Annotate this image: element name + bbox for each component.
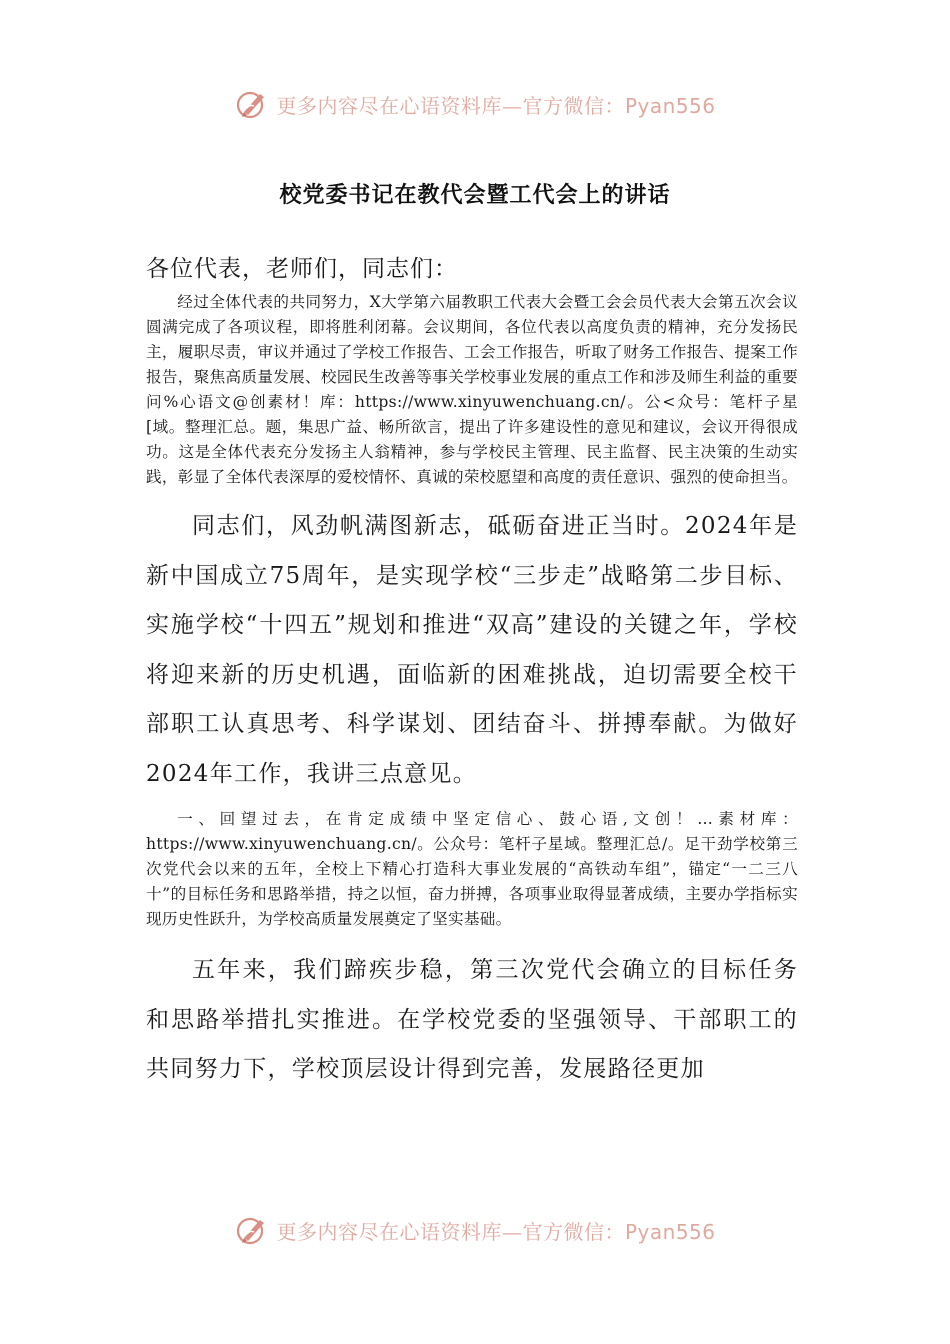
watermark-text: 更多内容尽在心语资料库—官方微信：Pyan556: [276, 1219, 716, 1244]
watermark-footer: [0, 1210, 950, 1250]
document-body: [146, 252, 798, 1095]
document-title: 校党委书记在教代会暨工代会上的讲话: [279, 183, 671, 208]
watermark-text: 更多内容尽在心语资料库—官方微信：Pyan556: [276, 93, 716, 118]
paragraph-3: 一、回望过去，在肯定成绩中坚定信心、鼓心语,文创！…素材库：https://www.xinyuwenchuang.cn/。公众号：笔杆子星域。整理汇总/。足干劲学校第三次党代会以来的五年，全校上下精心打造科大事业发展的“高铁动车组”，锚定“一二三八十”的目标任务和思路举措，持之以恒，奋力拼搏，各项事业取得显著成绩，主要办学指标实现历史性跃升，为学校高质量发展奠定了坚实基础。: [146, 810, 798, 928]
paragraph-1: 经过全体代表的共同努力，X大学第六届教职工代表大会暨工会会员代表大会第五次会议圆满完成了各项议程，即将胜利闭幕。会议期间，各位代表以高度负责的精神，充分发扬民主，履职尽责，审议并通过了学校工作报告、工会工作报告，听取了财务工作报告、提案工作报告，聚焦高质量发展、校园民生改善等事关学校事业发展的重点工作和涉及师生利益的重要问%心语文@创素材！库：https://www.xinyuwenchuang.cn/。公<众号：笔杆子星[域。整理汇总。题，集思广益、畅所欲言，提出了许多建设性的意见和建议，会议开得很成功。这是全体代表充分发扬主人翁精神，参与学校民主管理、民主监督、民主决策的生动实践，彰显了全体代表深厚的爱校情怀、真诚的荣校愿望和高度的责任意识、强烈的使命担当。: [146, 293, 798, 486]
pen-logo-icon: [234, 86, 270, 122]
pen-logo-icon: [234, 1212, 270, 1248]
paragraph-4: 五年来，我们蹄疾步稳，第三次党代会确立的目标任务和思路举措扎实推进。在学校党委的坚强领导、干部职工的共同努力下，学校顶层设计得到完善，发展路径更加: [146, 957, 798, 1082]
salutation: 各位代表，老师们，同志们：: [146, 256, 458, 282]
paragraph-2: 同志们，风劲帆满图新志，砥砺奋进正当时。2024年是新中国成立75周年，是实现学校“三步走”战略第二步目标、实施学校“十四五”规划和推进“双高”建设的关键之年，学校将迎来新的历史机遇，面临新的困难挑战，迫切需要全校干部职工认真思考、科学谋划、团结奋斗、拼搏奉献。为做好2024年工作，我讲三点意见。: [146, 513, 798, 787]
watermark-header: [0, 84, 950, 124]
